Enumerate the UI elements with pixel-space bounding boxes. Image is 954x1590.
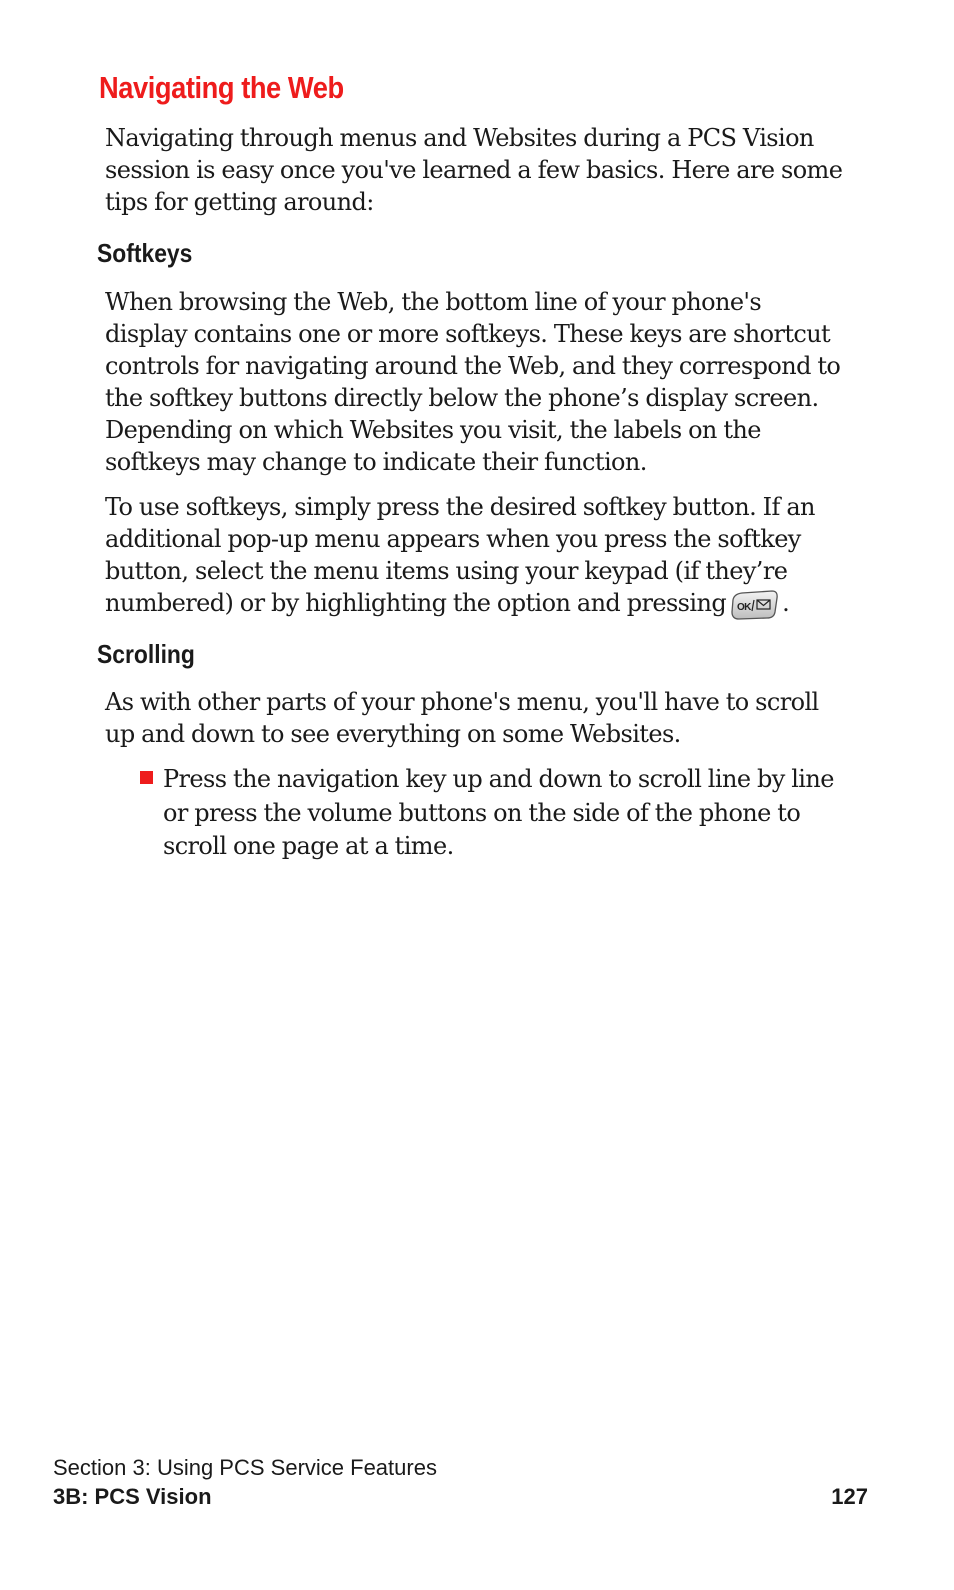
bullet-line: Press the navigation key up and down to scroll line by line <box>163 765 834 793</box>
softkeys-line: softkeys may change to indicate their function. <box>105 448 647 476</box>
intro-paragraph <box>105 122 843 218</box>
bullet-line: or press the volume buttons on the side of the phone to <box>163 798 801 827</box>
footer-chapter-title: 3B: PCS Vision <box>53 1484 212 1509</box>
softkeys-line: button, select the menu items using your keypad (if they’re <box>105 557 788 585</box>
softkeys-line: controls for navigating around the Web, and they correspond to <box>105 352 841 380</box>
softkeys-line: additional pop-up menu appears when you press the softkey <box>105 525 801 553</box>
softkeys-line: When browsing the Web, the bottom line of your phone's <box>105 288 762 316</box>
intro-line: tips for getting around: <box>105 188 374 216</box>
intro-line: Navigating through menus and Websites during a PCS Vision <box>105 124 814 152</box>
softkeys-last-line-text: numbered) or by highlighting the option and pressing <box>105 589 727 617</box>
softkeys-line: Depending on which Websites you visit, the labels on the <box>105 416 761 444</box>
softkeys-paragraph-2 <box>105 491 815 620</box>
bullet-line: scroll one page at a time. <box>163 832 454 860</box>
scrolling-heading: Scrolling <box>97 639 195 669</box>
softkeys-line: To use softkeys, simply press the desired softkey button. If an <box>105 493 815 521</box>
softkeys-line: display contains one or more softkeys. These keys are shortcut <box>105 320 831 348</box>
footer-section-title: Section 3: Using PCS Service Features <box>53 1455 437 1480</box>
ok-key-icon <box>730 590 780 620</box>
page-number: 127 <box>831 1484 868 1509</box>
scrolling-paragraph <box>105 686 819 750</box>
scrolling-line: As with other parts of your phone's menu, you'll have to scroll <box>105 688 819 716</box>
bullet-square-icon <box>140 771 153 784</box>
scrolling-line: up and down to see everything on some Websites. <box>105 720 681 748</box>
softkeys-line: the softkey buttons directly below the phone’s display screen. <box>105 384 819 412</box>
ok-key-label: OK <box>737 602 751 613</box>
softkeys-period: . <box>782 589 790 617</box>
softkeys-heading: Softkeys <box>97 238 193 268</box>
intro-line: session is easy once you've learned a few basics. Here are some <box>105 156 843 184</box>
bullet-text <box>163 763 834 864</box>
softkeys-paragraph-1 <box>105 286 841 478</box>
softkeys-last-line <box>105 587 815 620</box>
page-title: Navigating the Web <box>99 70 344 105</box>
